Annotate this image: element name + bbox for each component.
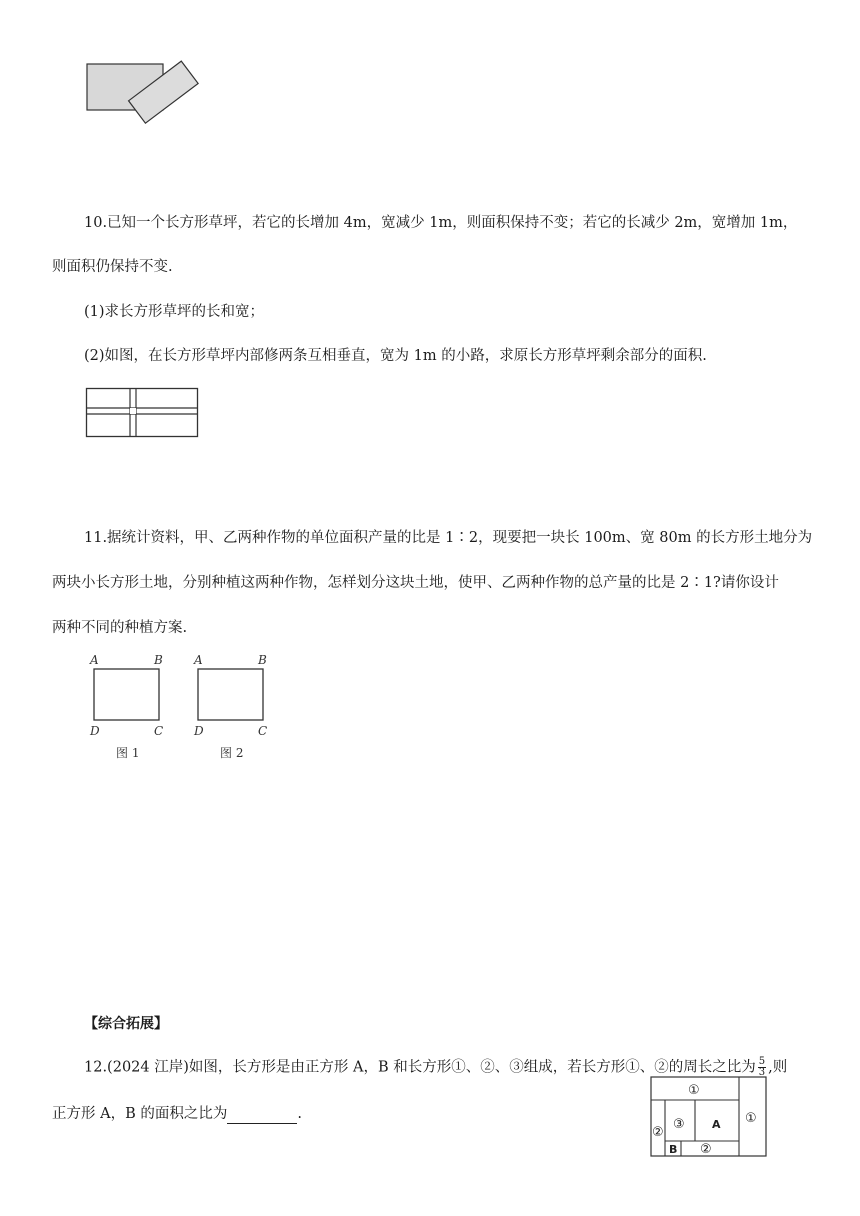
section-title: 【综合拓展】 xyxy=(84,1016,168,1032)
fig2-label-c: C xyxy=(258,724,268,738)
q11-line3: 两种不同的种植方案. xyxy=(52,620,188,636)
q11-line1: 11.据统计资料，甲、乙两种作物的单位面积产量的比是 1∶2，现要把一块长 100m、宽 80m 的长方形土地分为 xyxy=(84,530,813,546)
fig12-region-top: ① xyxy=(688,1083,700,1098)
q12-line2-text: 正方形 A，B 的面积之比为 xyxy=(52,1106,228,1122)
fig2-label-d: D xyxy=(194,724,204,738)
q10-line2: 则面积仍保持不变. xyxy=(52,259,173,275)
q11-line2: 两块小长方形土地，分别种植这两种作物，怎样划分这块土地，使甲、乙两种作物的总产量的比是 2∶1?请你设计 xyxy=(52,575,779,591)
lawn-with-paths-figure xyxy=(86,388,202,442)
q11-figure-2 xyxy=(190,650,280,765)
fig12-square-b: B xyxy=(669,1143,678,1156)
fig2-caption: 图 2 xyxy=(220,746,244,760)
q10-part1: (1)求长方形草坪的长和宽； xyxy=(84,304,265,320)
fig2-label-a: A xyxy=(194,653,203,667)
q12-line1-end: ,则 xyxy=(768,1059,788,1076)
q10-line1: 10.已知一个长方形草坪，若它的长增加 4m，宽减少 1m，则面积保持不变；若它的长减少 2m，宽增加 1m， xyxy=(84,215,798,231)
fig12-region-right: ① xyxy=(745,1111,757,1126)
q12-line2-end: . xyxy=(297,1106,302,1122)
q10-part2: (2)如图，在长方形草坪内部修两条互相垂直，宽为 1m 的小路，求原长方形草坪剩余部分的面积. xyxy=(84,348,707,364)
q12-figure xyxy=(650,1076,770,1160)
fig12-region-middle: ③ xyxy=(673,1117,685,1132)
answer-blank[interactable] xyxy=(227,1109,297,1124)
fig12-square-a: A xyxy=(712,1118,721,1131)
fig12-region-left: ② xyxy=(652,1125,664,1140)
fig2-label-b: B xyxy=(258,653,267,667)
overlapping-rectangles-figure xyxy=(80,60,210,160)
fig1-label-c: C xyxy=(154,724,164,738)
q11-figure-1 xyxy=(86,650,176,765)
q12-fraction xyxy=(758,1057,766,1078)
fig1-label-b: B xyxy=(154,653,163,667)
q12-line1 xyxy=(84,1057,787,1078)
q12-frac-denominator: 3 xyxy=(758,1067,766,1078)
q12-line1-text: 12.(2024 江岸)如图，长方形是由正方形 A，B 和长方形①、②、③组成，若长方形①、②的周长之比为 xyxy=(84,1059,756,1076)
q12-line2 xyxy=(52,1104,302,1124)
fig12-region-bottom: ② xyxy=(700,1142,712,1157)
q12-frac-numerator: 5 xyxy=(758,1056,766,1067)
fig1-caption: 图 1 xyxy=(116,746,140,760)
fig1-label-d: D xyxy=(90,724,100,738)
fig1-label-a: A xyxy=(90,653,99,667)
